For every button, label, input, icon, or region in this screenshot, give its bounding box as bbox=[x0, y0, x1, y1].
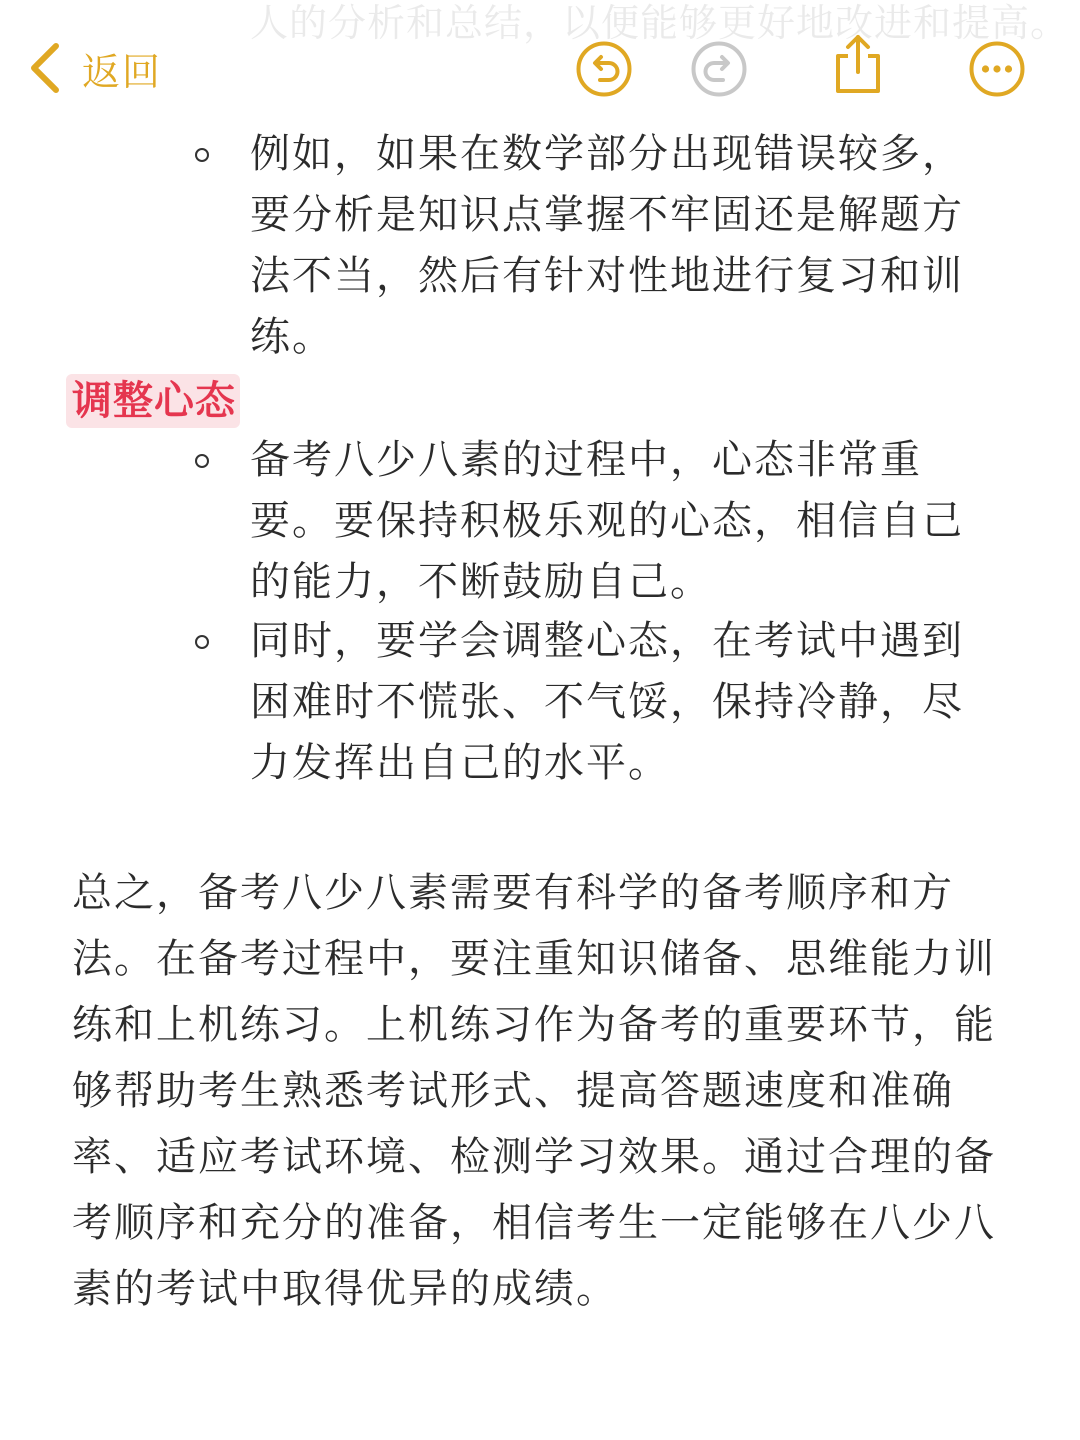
list-item-text: 备考八少八素的过程中，心态非常重要。要保持积极乐观的心态，相信自己的能力，不断鼓励自己。 bbox=[250, 437, 964, 605]
hollow-bullet-icon bbox=[195, 635, 209, 649]
section-heading: 调整心态 bbox=[66, 374, 240, 428]
share-button[interactable] bbox=[830, 32, 888, 90]
hollow-bullet-icon bbox=[195, 454, 209, 468]
more-button[interactable] bbox=[968, 40, 1026, 98]
hollow-bullet-icon bbox=[195, 148, 209, 162]
share-icon bbox=[830, 32, 886, 96]
redo-button[interactable] bbox=[690, 40, 748, 98]
list-item-text: 同时，要学会调整心态，在考试中遇到困难时不慌张、不气馁，保持冷静，尽力发挥出自己的水平。 bbox=[250, 618, 964, 786]
list-item-text: 例如，如果在数学部分出现错误较多，要分析是知识点掌握不牢固还是解题方法不当，然后有针对性地进行复习和训练。 bbox=[250, 131, 964, 360]
undo-icon bbox=[575, 40, 633, 98]
undo-button[interactable] bbox=[575, 40, 633, 98]
ellipsis-icon bbox=[968, 40, 1026, 98]
summary-paragraph: 总之，备考八少八素需要有科学的备考顺序和方法。在备考过程中，要注重知识储备、思维能力训练和上机练习。上机练习作为备考的重要环节，能够帮助考生熟悉考试形式、提高答题速度和准确率、适应考试环境、检测学习效果。通过合理的备考顺序和充分的准备，相信考生一定能够在八少八素的考试中取得优异的成绩。 bbox=[72, 870, 996, 1312]
redo-icon bbox=[690, 40, 748, 98]
back-button[interactable] bbox=[28, 36, 162, 100]
back-label: 返回 bbox=[82, 49, 163, 94]
chevron-left-icon bbox=[28, 42, 62, 94]
notes-toolbar bbox=[0, 0, 1080, 130]
scrolled-previous-text: 人的分析和总结，以便能够更好地改进和提高。 bbox=[250, 1, 1070, 45]
